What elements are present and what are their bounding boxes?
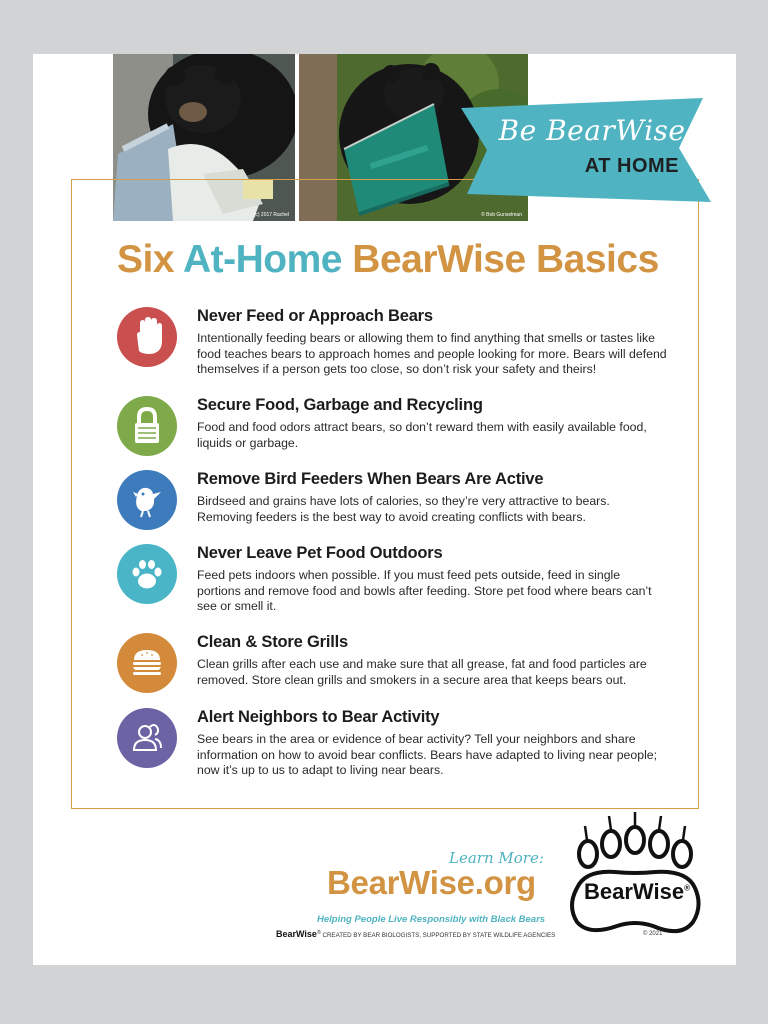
title-part-at-home: At-Home xyxy=(182,238,342,281)
website-link[interactable]: BearWise.org xyxy=(327,864,536,901)
logo-text: BearWise® xyxy=(584,879,690,904)
logo-copyright: © 2021 xyxy=(643,931,663,937)
banner-subtitle: AT HOME xyxy=(584,155,679,177)
footer-brand: BearWise xyxy=(276,929,317,939)
photo-credit-right: © Bob Gunselman xyxy=(481,212,522,218)
item-title: Clean & Store Grills xyxy=(197,633,348,651)
item-body: Clean grills after each use and make sure that all grease, fat and food particles are removed. Store clean grills and smokers in a secure area that keeps bears out. xyxy=(197,657,647,687)
banner-title: Be BearWise xyxy=(498,114,686,147)
item-body: See bears in the area or evidence of bear activity? Tell your neighbors and share information on how to avoid bear conflicts. Bears have adapted to living near people; now it’s up to us to adapt to living near bears. xyxy=(197,732,658,777)
title-part-basics: BearWise Basics xyxy=(341,238,659,281)
burger-grill-icon xyxy=(117,633,177,693)
padlock-icon xyxy=(117,396,177,456)
photo-credit-left: (c) 2017 Rachel xyxy=(253,212,289,218)
tagline: Helping People Live Responsibly with Black Bears xyxy=(317,914,546,925)
neighbors-icon xyxy=(117,708,177,768)
learn-more-label: Learn More: xyxy=(449,849,544,867)
footer-credit-line: CREATED BY BEAR BIOLOGISTS, SUPPORTED BY STATE WILDLIFE AGENCIES xyxy=(322,932,556,939)
item-title: Alert Neighbors to Bear Activity xyxy=(197,708,440,726)
item-body: Food and food odors attract bears, so don’t reward them with easily available food, liquids or garbage. xyxy=(197,420,647,450)
item-title: Secure Food, Garbage and Recycling xyxy=(197,396,483,414)
be-bearwise-banner xyxy=(453,98,715,208)
footer-credit xyxy=(276,929,555,939)
item-title: Never Feed or Approach Bears xyxy=(197,307,433,325)
page-title xyxy=(117,238,677,282)
item-title: Never Leave Pet Food Outdoors xyxy=(197,544,443,562)
hand-stop-icon xyxy=(117,307,177,367)
bird-icon xyxy=(117,470,177,530)
footer-brand-mark: ® xyxy=(316,929,321,936)
paw-print-icon xyxy=(117,544,177,604)
item-title: Remove Bird Feeders When Bears Are Active xyxy=(197,470,544,488)
logo-registered-mark: ® xyxy=(684,883,690,893)
item-body: Feed pets indoors when possible. If you must feed pets outside, feed in single portions and remove food and bowls after feeding. Store pet food where bears can’t see or smell it. xyxy=(197,568,652,613)
bearwise-paw-logo xyxy=(555,796,715,946)
item-body: Birdseed and grains have lots of calories, so they’re very attractive to bears. Removing feeders is the best way to avoid creating conflicts with bears. xyxy=(197,494,610,524)
flyer-sheet xyxy=(33,54,736,965)
title-part-six: Six xyxy=(117,238,183,281)
item-body: Intentionally feeding bears or allowing them to find anything that smells or tastes like food teaches bears to approach homes and people looking for more. Bears will defend themselves if a person gets too close, so don’t risk your safety and theirs! xyxy=(197,331,667,376)
